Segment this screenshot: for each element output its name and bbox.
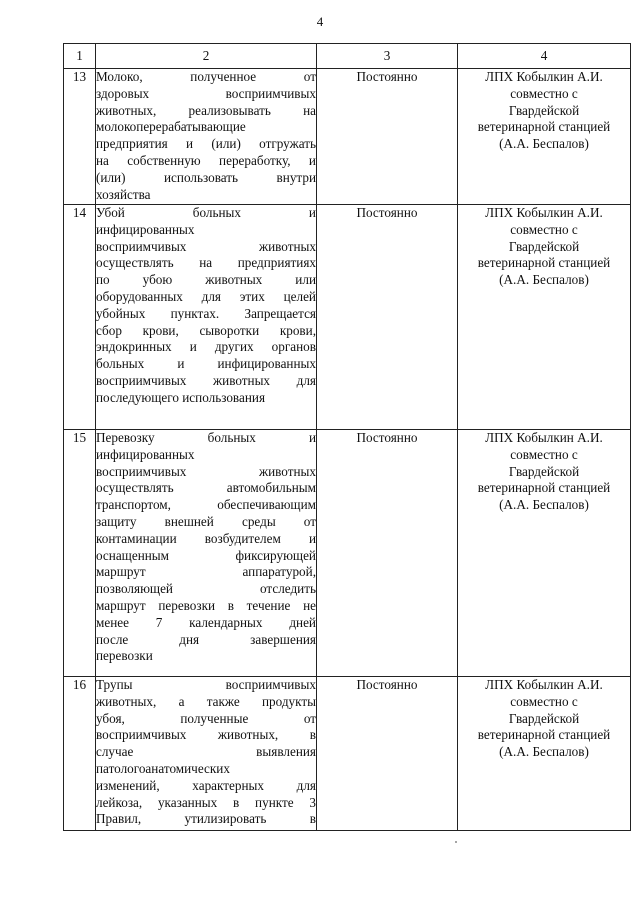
responsible-line: (А.А. Беспалов) bbox=[499, 136, 589, 152]
measure-text-line: сбор крови, сыворотки крови, bbox=[96, 322, 316, 338]
measure-text-line: убоя, полученные от bbox=[96, 710, 316, 726]
column-header-2: 2 bbox=[96, 44, 317, 69]
column-header-1: 1 bbox=[64, 44, 96, 69]
measure-text bbox=[96, 205, 317, 430]
column-header-4: 4 bbox=[458, 44, 631, 69]
row-number: 15 bbox=[64, 430, 96, 677]
table-body bbox=[64, 69, 631, 831]
measure-text-line: Перевозку больных и bbox=[96, 430, 316, 445]
responsible-line: ветеринарной станцией bbox=[477, 119, 611, 135]
row-number: 14 bbox=[64, 205, 96, 430]
period-cell: Постоянно bbox=[317, 430, 458, 677]
responsible-line: Гвардейской bbox=[508, 102, 580, 118]
period-cell: Постоянно bbox=[317, 205, 458, 430]
measures-table bbox=[63, 43, 631, 831]
measure-text-line: восприимчивых животных bbox=[96, 238, 316, 254]
measure-text-line: менее 7 календарных дней bbox=[96, 614, 316, 630]
table-header-row bbox=[64, 44, 631, 69]
column-header-3: 3 bbox=[317, 44, 458, 69]
period-cell: Постоянно bbox=[317, 69, 458, 205]
measure-text-line: защиту внешней среды от bbox=[96, 513, 316, 529]
responsible-line: Гвардейской bbox=[508, 710, 580, 726]
measure-text-line: предприятия и (или) отгружать bbox=[96, 136, 316, 152]
measure-text-line: Трупы восприимчивых bbox=[96, 677, 316, 692]
responsible-line: совместно с bbox=[510, 446, 578, 462]
responsible-cell bbox=[458, 430, 631, 677]
responsible-line: совместно с bbox=[510, 221, 578, 237]
measure-text-line: осуществлять на предприятиях bbox=[96, 255, 316, 271]
measure-text-line: оборудованных для этих целей bbox=[96, 288, 316, 304]
responsible-cell bbox=[458, 205, 631, 430]
measure-text-line: патологоанатомических bbox=[96, 760, 230, 776]
measure-text bbox=[96, 69, 317, 205]
responsible-line: ветеринарной станцией bbox=[477, 480, 611, 496]
measure-text-line: по убою животных или bbox=[96, 272, 316, 288]
measure-text-line: животных, а также продукты bbox=[96, 693, 316, 709]
responsible-line: (А.А. Беспалов) bbox=[499, 272, 589, 288]
measure-text-line: Молоко, полученное от bbox=[96, 69, 316, 84]
measure-text-line: молокоперерабатывающие bbox=[96, 119, 246, 135]
measure-text-line: маршрут аппаратурой, bbox=[96, 564, 316, 580]
measure-text-line: восприимчивых животных, в bbox=[96, 727, 316, 743]
measure-text-line: на собственную переработку, и bbox=[96, 152, 316, 168]
responsible-line: (А.А. Беспалов) bbox=[499, 497, 589, 513]
measure-text-line: контаминации возбудителем и bbox=[96, 530, 316, 546]
responsible-line: ЛПХ Кобылкин А.И. bbox=[485, 205, 603, 220]
measure-text bbox=[96, 430, 317, 677]
measure-text-line: (или) использовать внутри bbox=[96, 169, 316, 185]
responsible-cell bbox=[458, 69, 631, 205]
measure-text-line: Убой больных и bbox=[96, 205, 316, 220]
measure-text-line: после дня завершения bbox=[96, 631, 316, 647]
scan-speck bbox=[455, 841, 457, 843]
responsible-line: совместно с bbox=[510, 85, 578, 101]
responsible-line: ЛПХ Кобылкин А.И. bbox=[485, 69, 603, 84]
page-number: 4 bbox=[316, 14, 324, 29]
measure-text-line: больных и инфицированных bbox=[96, 356, 316, 372]
row-number: 13 bbox=[64, 69, 96, 205]
responsible-line: Гвардейской bbox=[508, 463, 580, 479]
row-number: 16 bbox=[64, 677, 96, 831]
measure-text-line: эндокринных и других органов bbox=[96, 339, 316, 355]
measure-text-line: восприимчивых животных bbox=[96, 463, 316, 479]
table-row bbox=[64, 205, 631, 430]
measure-text bbox=[96, 677, 317, 831]
table-row bbox=[64, 677, 631, 831]
measure-text-line: восприимчивых животных для bbox=[96, 372, 316, 388]
measure-text-line: осуществлять автомобильным bbox=[96, 480, 316, 496]
measure-text-line: лейкоза, указанных в пункте 3 bbox=[96, 794, 316, 810]
measure-text-line: хозяйства bbox=[96, 186, 151, 202]
measure-text-line: инфицированных bbox=[96, 446, 195, 462]
measure-text-line: маршрут перевозки в течение не bbox=[96, 597, 316, 613]
measure-text-line: изменений, характерных для bbox=[96, 777, 316, 793]
responsible-line: ЛПХ Кобылкин А.И. bbox=[485, 430, 603, 445]
measure-text-line: оснащенным фиксирующей bbox=[96, 547, 316, 563]
table-row bbox=[64, 69, 631, 205]
measure-text-line: животных, реализовывать на bbox=[96, 102, 316, 118]
measure-text-line: позволяющей отследить bbox=[96, 581, 316, 597]
responsible-cell bbox=[458, 677, 631, 831]
period-cell: Постоянно bbox=[317, 677, 458, 831]
measure-text-line: убойных пунктах. Запрещается bbox=[96, 305, 316, 321]
responsible-line: ветеринарной станцией bbox=[477, 255, 611, 271]
responsible-line: Гвардейской bbox=[508, 238, 580, 254]
table-row bbox=[64, 430, 631, 677]
measure-text-line: транспортом, обеспечивающим bbox=[96, 497, 316, 513]
measure-text-line: здоровых восприимчивых bbox=[96, 85, 316, 101]
responsible-line: ЛПХ Кобылкин А.И. bbox=[485, 677, 603, 692]
responsible-line: совместно с bbox=[510, 693, 578, 709]
responsible-line: (А.А. Беспалов) bbox=[499, 744, 589, 760]
measure-text-line: перевозки bbox=[96, 648, 153, 664]
measure-text-line: последующего использования bbox=[96, 389, 266, 405]
measure-text-line: инфицированных bbox=[96, 221, 195, 237]
measure-text-line: Правил, утилизировать в bbox=[96, 811, 316, 827]
measure-text-line: случае выявления bbox=[96, 744, 316, 760]
responsible-line: ветеринарной станцией bbox=[477, 727, 611, 743]
